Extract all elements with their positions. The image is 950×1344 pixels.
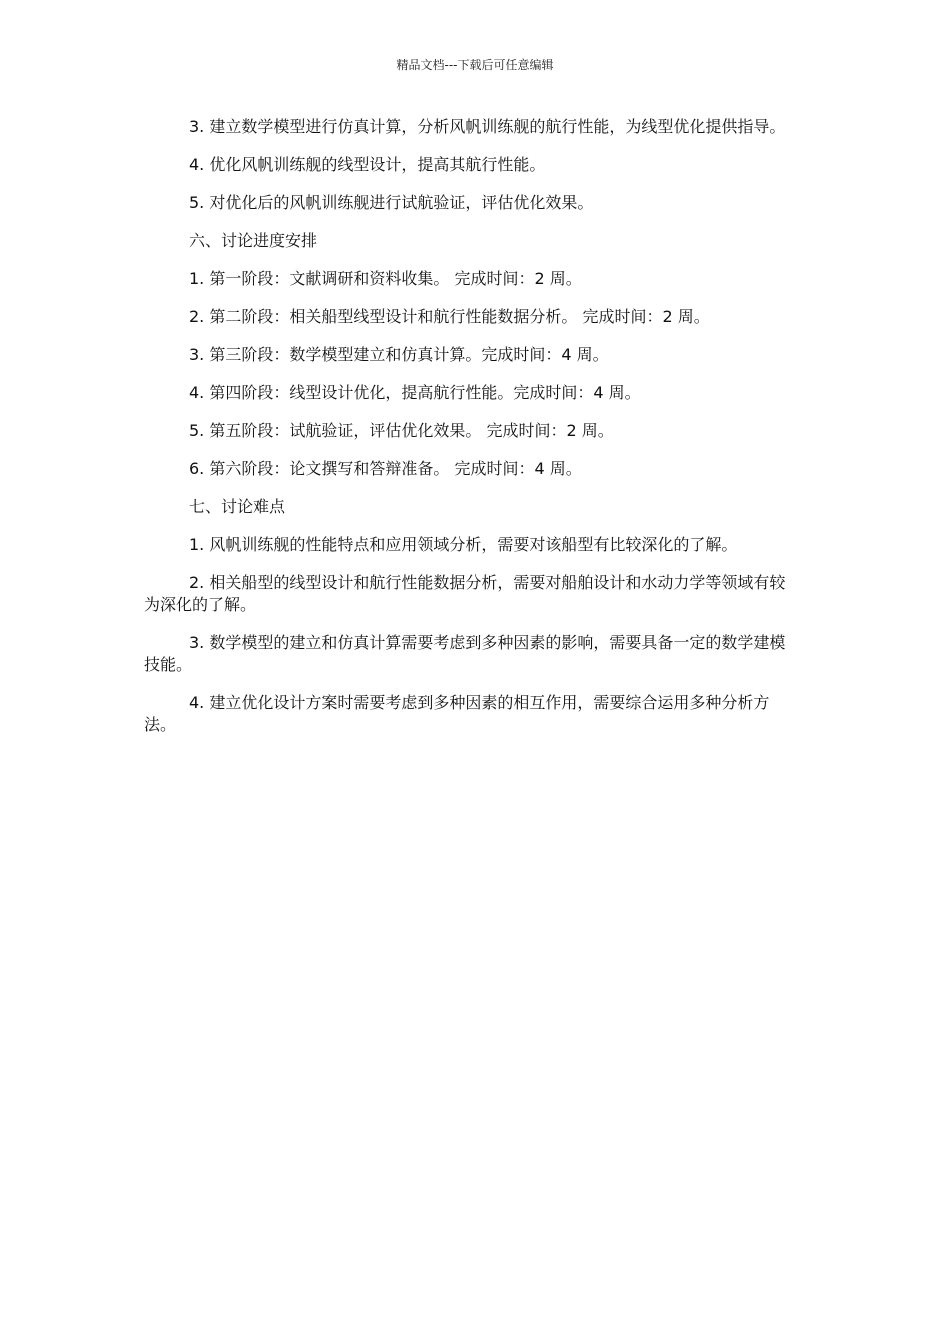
- schedule-item-stage-5: 5. 第五阶段：试航验证，评估优化效果。 完成时间：2 周。: [189, 421, 614, 440]
- schedule-item-stage-1: 1. 第一阶段：文献调研和资料收集。 完成时间：2 周。: [189, 269, 582, 288]
- section-heading-difficulties: 七、讨论难点: [189, 497, 286, 516]
- schedule-item-stage-2: 2. 第二阶段：相关船型线型设计和航行性能数据分析。 完成时间：2 周。: [189, 307, 710, 326]
- difficulty-item-4: 4. 建立优化设计方案时需要考虑到多种因素的相互作用，需要综合运用多种分析方法。: [144, 693, 770, 734]
- list-item-model-simulation: 3. 建立数学模型进行仿真计算，分析风帆训练舰的航行性能，为线型优化提供指导。: [189, 117, 786, 136]
- section-heading-schedule: 六、讨论进度安排: [189, 231, 318, 250]
- schedule-item-stage-6: 6. 第六阶段：论文撰写和答辩准备。 完成时间：4 周。: [189, 459, 582, 478]
- schedule-item-stage-3: 3. 第三阶段：数学模型建立和仿真计算。完成时间：4 周。: [189, 345, 609, 364]
- document-body: [144, 116, 794, 752]
- difficulty-item-3: 3. 数学模型的建立和仿真计算需要考虑到多种因素的影响，需要具备一定的数学建模技能。: [144, 633, 786, 674]
- difficulty-item-1: 1. 风帆训练舰的性能特点和应用领域分析，需要对该船型有比较深化的了解。: [189, 535, 738, 554]
- page-header: 精品文档---下载后可任意编辑: [396, 58, 554, 72]
- list-item-optimize-design: 4. 优化风帆训练舰的线型设计，提高其航行性能。: [189, 155, 546, 174]
- list-item-trial-verification: 5. 对优化后的风帆训练舰进行试航验证，评估优化效果。: [189, 193, 594, 212]
- schedule-item-stage-4: 4. 第四阶段：线型设计优化，提高航行性能。完成时间：4 周。: [189, 383, 641, 402]
- difficulty-item-2: 2. 相关船型的线型设计和航行性能数据分析，需要对船舶设计和水动力学等领域有较为深化的了解。: [144, 573, 786, 614]
